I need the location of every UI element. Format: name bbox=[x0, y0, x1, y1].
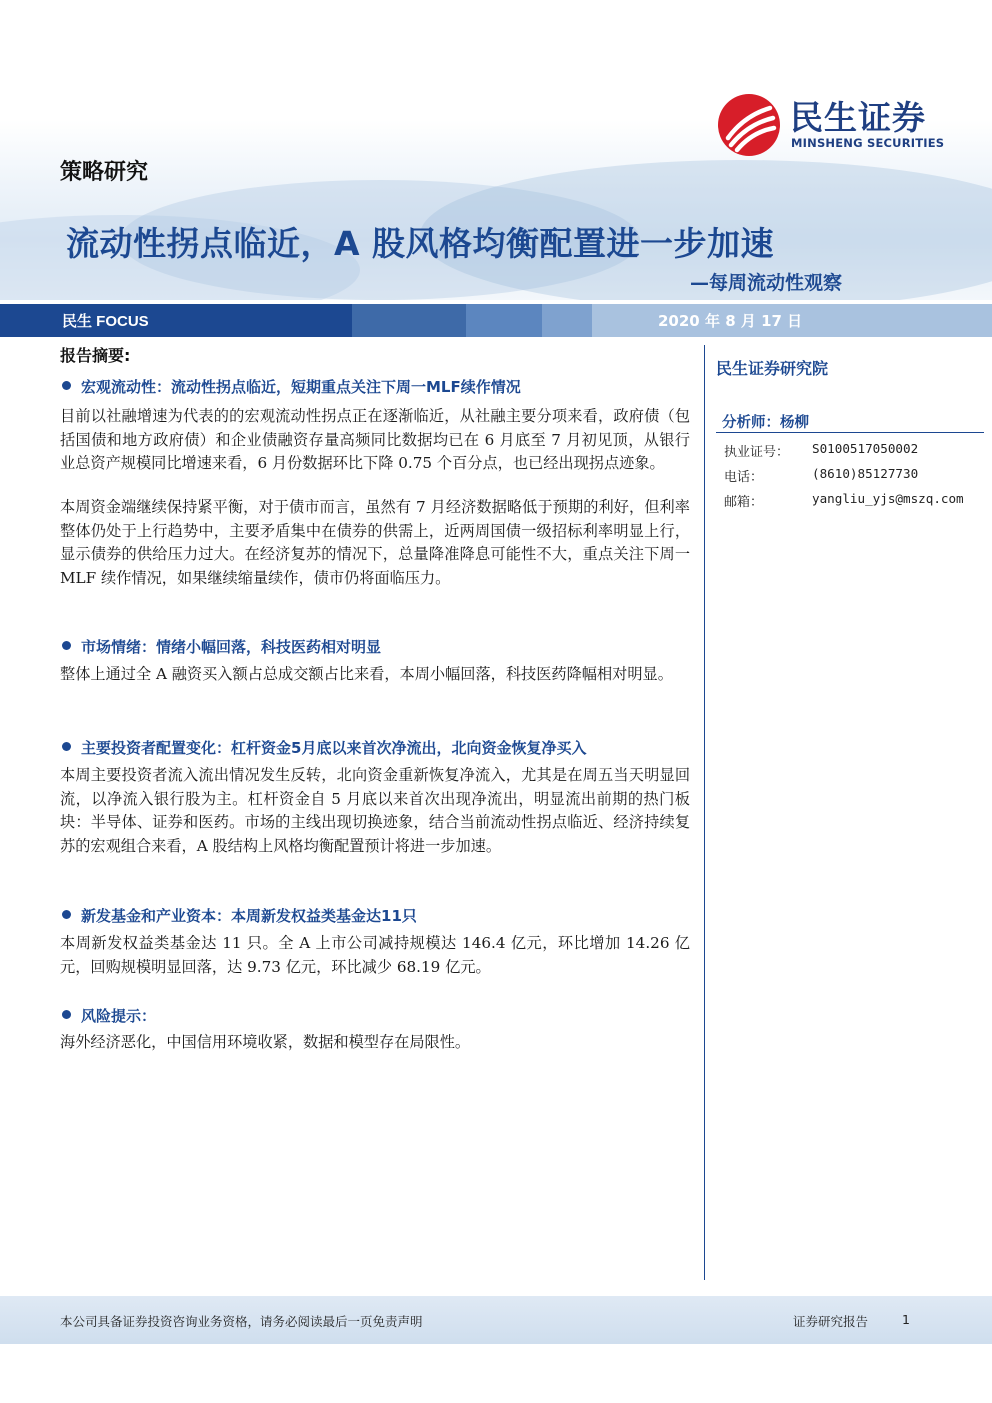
section-heading bbox=[62, 1005, 156, 1026]
paragraph: 目前以社融增速为代表的的宏观流动性拐点正在逐渐临近，从社融主要分项来看，政府债（包括国债和地方政府债）和企业债融资存量高频同比数据均已在 6 月底至 7 月初见顶，从银行业总资产规模同比增速来看，6 月份数据环比下降 0.75 个百分点，也已经出现拐点迹象。 bbox=[60, 407, 690, 473]
section-heading-text: 风险提示： bbox=[81, 1007, 157, 1025]
report-category: 策略研究 bbox=[60, 160, 149, 185]
paragraph: 整体上通过全 A 融资买入额占总成交额占比来看，本周小幅回落，科技医药降幅相对明显。 bbox=[60, 665, 673, 683]
banner-segment bbox=[0, 304, 352, 337]
bullet-dot-icon bbox=[62, 910, 71, 919]
focus-banner bbox=[0, 304, 992, 337]
minsheng-logo-icon bbox=[718, 94, 780, 156]
footer-disclaimer: 本公司具备证券投资咨询业务资格，请务必阅读最后一页免责声明 bbox=[60, 1314, 423, 1329]
summary-title: 报告摘要: bbox=[60, 346, 131, 365]
section-heading-text: 新发基金和产业资本：本周新发权益类基金达11只 bbox=[81, 907, 417, 925]
paragraph: 本周资金端继续保持紧平衡，对于债市而言，虽然有 7 月经济数据略低于预期的利好，但利率整体仍处于上行趋势中，主要矛盾集中在债券的供需上，近两周国债一级招标利率明显上行，显示债券的供给压力过大。在经济复苏的情况下，总量降准降息可能性不大，重点关注下周一 MLF 续作情况，如果继续缩量续作，债市仍将面临压力。 bbox=[60, 498, 690, 587]
brand-name-en: MINSHENG SECURITIES bbox=[791, 136, 945, 150]
institute-name: 民生证券研究院 bbox=[716, 359, 829, 378]
paragraph: 本周新发权益类基金达 11 只。全 A 上市公司减持规模达 146.4 亿元，环比增加 14.26 亿元，回购规模明显回落，达 9.73 亿元，环比减少 68.19 亿元。 bbox=[60, 934, 690, 976]
bullet-dot-icon bbox=[62, 1010, 71, 1019]
section-heading bbox=[62, 636, 381, 657]
page-number: 1 bbox=[902, 1312, 910, 1327]
bullet-dot-icon bbox=[62, 641, 71, 650]
footer-doc-type: 证券研究报告 bbox=[793, 1314, 869, 1329]
section-heading bbox=[62, 737, 586, 758]
paragraph: 本周主要投资者流入流出情况发生反转，北向资金重新恢复净流入，尤其是在周五当天明显回流，以净流入银行股为主。杠杆资金自 5 月底以来首次出现净流出，明显流出前期的热门板块：半导体、证券和医药。市场的主线出现切换迹象，结合当前流动性拐点临近、经济持续复苏的宏观组合来看，A 股结构上风格均衡配置预计将进一步加速。 bbox=[60, 766, 690, 855]
brand-name-cn: 民生证券 bbox=[790, 98, 926, 137]
paragraph: 海外经济恶化，中国信用环境收紧，数据和模型存在局限性。 bbox=[60, 1033, 471, 1051]
report-date: 2020 年 8 月 17 日 bbox=[658, 312, 803, 330]
report-subtitle: —每周流动性观察 bbox=[690, 272, 843, 294]
section-heading bbox=[62, 905, 417, 926]
report-title: 流动性拐点临近，A 股风格均衡配置进一步加速 bbox=[66, 224, 775, 263]
bullet-dot-icon bbox=[62, 742, 71, 751]
license-label: 执业证号： bbox=[724, 445, 790, 460]
bullet-dot-icon bbox=[62, 381, 71, 390]
analyst-name: 分析师：杨柳 bbox=[722, 415, 809, 431]
phone-number: (8610)85127730 bbox=[812, 466, 919, 481]
banner-label: 民生 FOCUS bbox=[62, 313, 149, 330]
email-label: 邮箱： bbox=[724, 495, 764, 510]
license-number: S0100517050002 bbox=[812, 441, 919, 456]
email-address[interactable]: yangliu_yjs@mszq.com bbox=[812, 491, 964, 506]
banner-segment bbox=[352, 304, 466, 337]
column-divider bbox=[704, 345, 705, 1280]
analyst-divider bbox=[716, 432, 984, 433]
brand-logo bbox=[718, 92, 968, 158]
section-heading-text: 市场情绪：情绪小幅回落，科技医药相对明显 bbox=[81, 638, 382, 656]
page-footer bbox=[0, 1296, 992, 1344]
banner-segment bbox=[542, 304, 592, 337]
section-heading bbox=[62, 376, 521, 397]
banner-segment bbox=[466, 304, 542, 337]
phone-label: 电话： bbox=[724, 470, 764, 485]
section-heading-text: 宏观流动性：流动性拐点临近，短期重点关注下周一MLF续作情况 bbox=[81, 378, 521, 396]
section-heading-text: 主要投资者配置变化：杠杆资金5月底以来首次净流出，北向资金恢复净买入 bbox=[81, 739, 587, 757]
